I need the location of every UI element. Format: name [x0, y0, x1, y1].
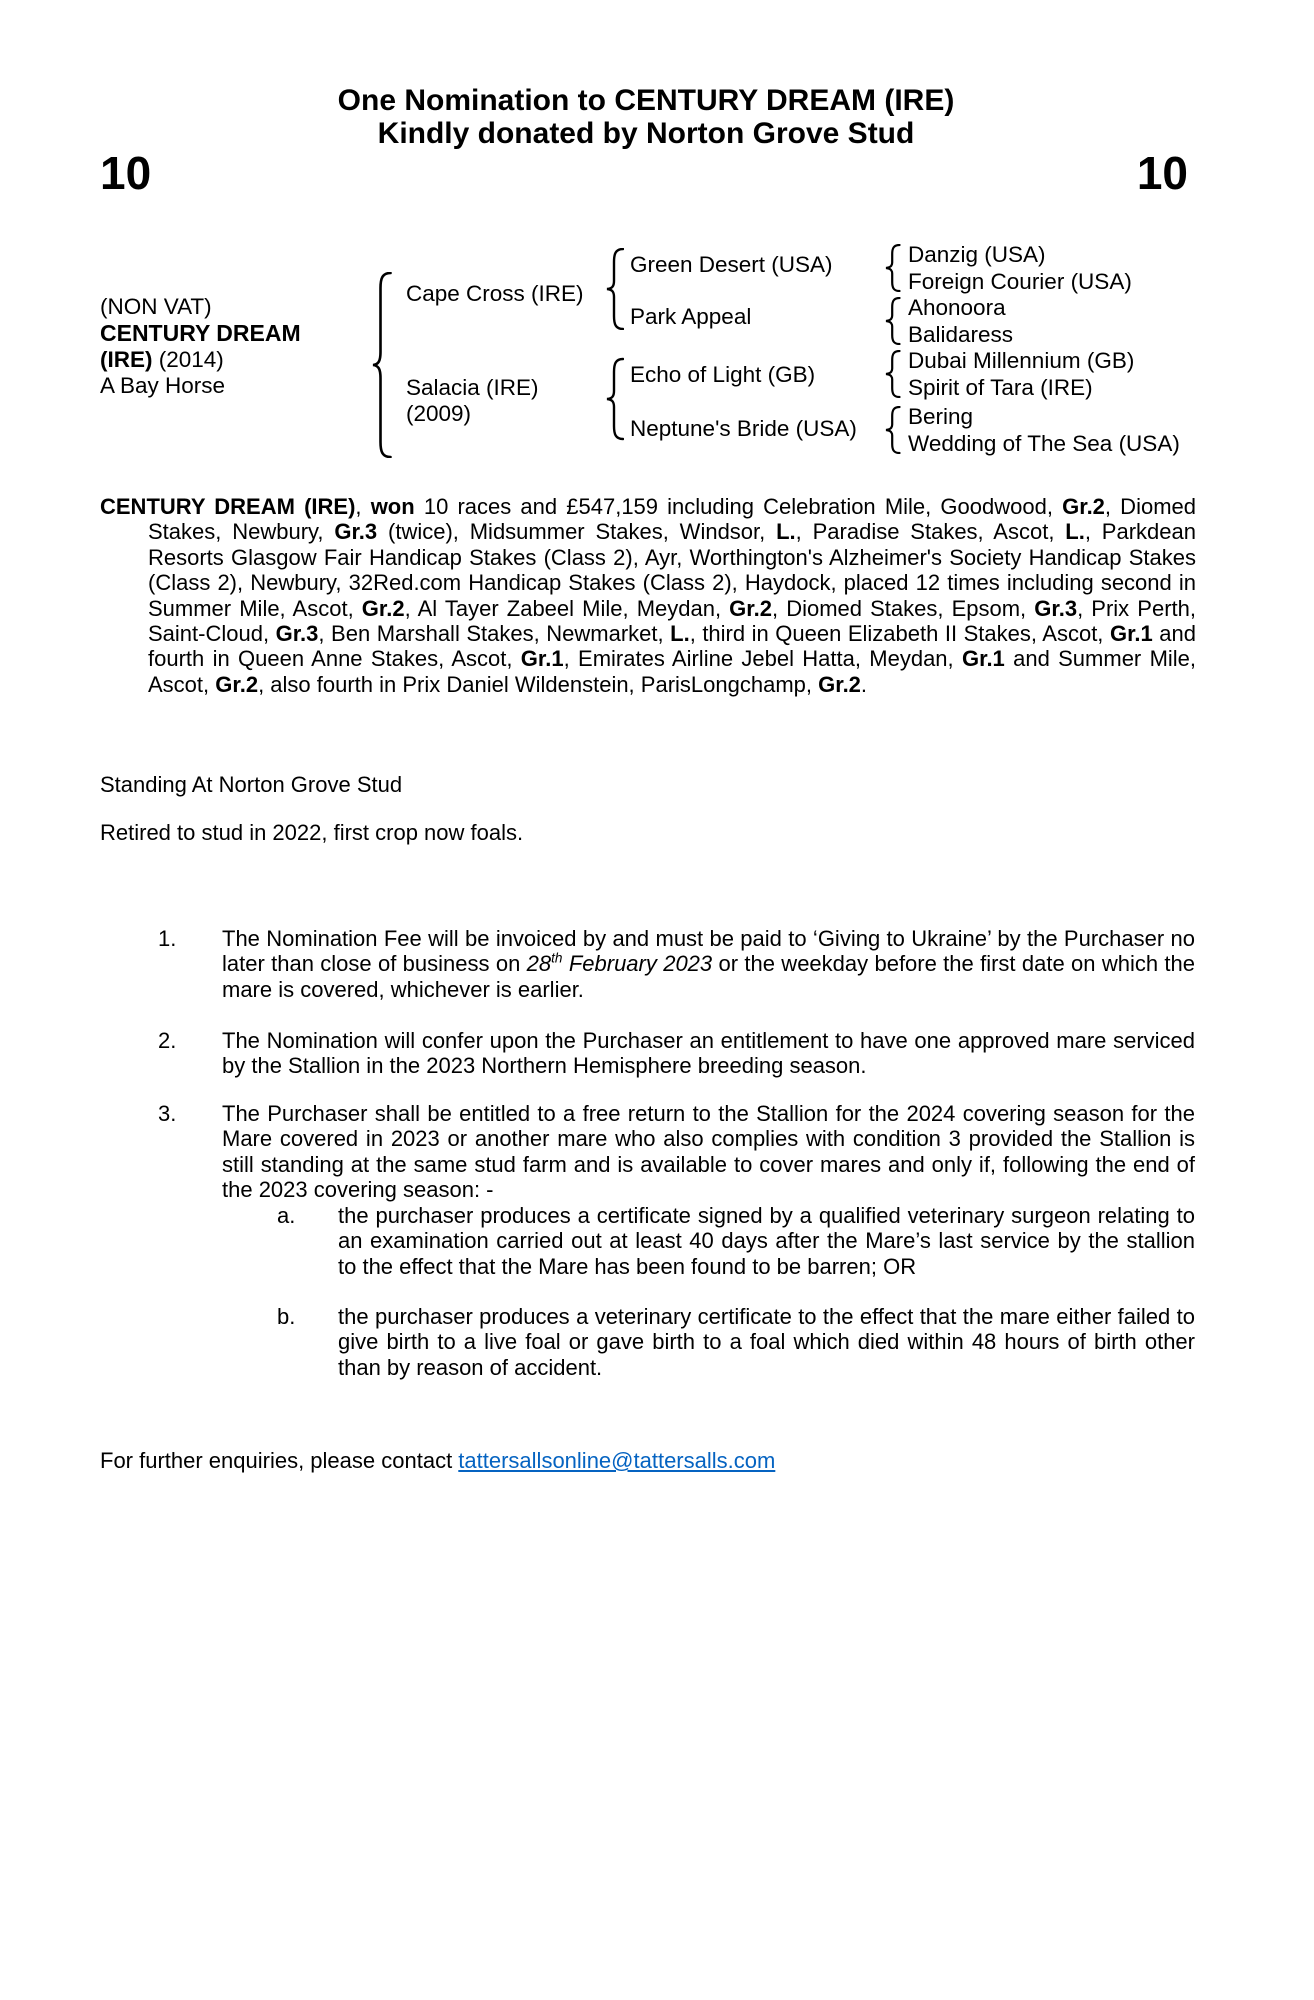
pedigree-brace-icon [884, 244, 901, 292]
page-title-line2: Kindly donated by Norton Grove Stud [377, 117, 915, 150]
pedigree-gen3-item: Echo of Light (GB) [630, 362, 816, 387]
pedigree-gen4-item: Foreign Courier (USA) [908, 268, 1132, 294]
pedigree-subject [100, 294, 301, 399]
pedigree-brace-icon [884, 297, 901, 345]
condition-number: 3. [158, 1101, 177, 1126]
subitem-letter: a. [277, 1203, 296, 1228]
subitem-text: the purchaser produces a veterinary certificate to the effect that the mare either failed to give birth to a live foal or gave birth to a foal which died within 48 hours of birth other than by reason of accident. [338, 1304, 1195, 1380]
condition-item-2 [158, 1028, 1195, 1079]
lot-number-left: 10 [100, 147, 152, 199]
subitem-text: the purchaser produces a certificate signed by a qualified veterinary surgeon relating to an examination carried out at least 40 days after the Mare’s last service by the stallion to the effect that the Mare has been found to be barren; OR [338, 1203, 1195, 1279]
lot-number-right: 10 [1136, 147, 1188, 199]
footer-contact-line: For further enquiries, please contact tattersallsonline@tattersalls.com [100, 1448, 776, 1473]
pedigree-brace-icon [884, 350, 901, 398]
pedigree-gen3-item: Park Appeal [630, 304, 752, 329]
page-title-line1: One Nomination to CENTURY DREAM (IRE) [337, 84, 955, 117]
pedigree-gen4-pair [908, 348, 1134, 401]
pedigree-gen4-item: Spirit of Tara (IRE) [908, 374, 1093, 400]
pedigree-dam-year: (2009) [406, 401, 472, 427]
standing-line: Standing At Norton Grove Stud [100, 772, 403, 797]
pedigree-gen4-item: Ahonoora [908, 295, 1006, 320]
horse-suffix: (IRE) [100, 346, 153, 372]
pedigree-gen4-item: Bering [908, 404, 974, 429]
pedigree-gen4-item: Danzig (USA) [908, 242, 1046, 267]
pedigree-gen4-item: Wedding of The Sea (USA) [908, 430, 1180, 456]
condition-text: The Nomination will confer upon the Purchaser an entitlement to have one approved mare serviced by the Stallion in the 2023 Northern Hemisphere breeding season. [222, 1028, 1195, 1079]
pedigree-gen4-item: Balidaress [908, 321, 1014, 347]
horse-description: A Bay Horse [100, 372, 226, 398]
email-link[interactable]: tattersallsonline@tattersalls.com [458, 1448, 776, 1473]
pedigree-sire: Cape Cross (IRE) [406, 281, 584, 306]
pedigree-brace-icon [372, 272, 392, 458]
condition-item-1 [158, 926, 1195, 1002]
pedigree-gen4-pair [908, 404, 1180, 457]
condition-number: 2. [158, 1028, 177, 1053]
horse-name: CENTURY DREAM [100, 320, 301, 347]
pedigree-gen4-pair [908, 242, 1132, 295]
pedigree-dam [406, 375, 539, 428]
pedigree-gen3-item: Neptune's Bride (USA) [630, 416, 857, 441]
pedigree-brace-icon [606, 356, 624, 442]
subitem-letter: b. [277, 1304, 296, 1329]
condition-item-3 [158, 1101, 1195, 1203]
condition-text: The Nomination Fee will be invoiced by and must be paid to ‘Giving to Ukraine’ by the Purchaser no later than close of business on 28th February 2023 or the weekday before the first date on which the mare is covered, whichever is earlier. [222, 926, 1196, 1002]
pedigree-gen4-item: Dubai Millennium (GB) [908, 348, 1135, 373]
horse-year: (2014) [152, 346, 224, 372]
horse-suffix-year [100, 347, 301, 373]
retired-line: Retired to stud in 2022, first crop now foals. [100, 820, 524, 845]
page-title [100, 84, 1192, 150]
condition-subitem-b [277, 1304, 1195, 1380]
pedigree-brace-icon [606, 248, 624, 330]
vat-note: (NON VAT) [100, 294, 212, 319]
condition-subitem-a [277, 1203, 1195, 1279]
pedigree-gen3-item: Green Desert (USA) [630, 252, 833, 277]
condition-number: 1. [158, 926, 177, 951]
pedigree-brace-icon [884, 406, 901, 454]
pedigree-dam-name: Salacia (IRE) [406, 375, 539, 400]
pedigree-gen4-pair [908, 295, 1013, 348]
race-record-paragraph: CENTURY DREAM (IRE), won 10 races and £547,159 including Celebration Mile, Goodwood, Gr.2, Diomed Stakes, Newbury, Gr.3 (twice), Midsummer Stakes, Windsor, L., Paradise Stakes, Ascot, L., Parkdean Resorts Glasgow Fair Handicap Stakes (Class 2), Ayr, Worthington's Alzheimer's Society Handicap Stakes (Class 2), Newbury, 32Red.com Handicap Stakes (Class 2), Haydock, placed 12 times including second in Summer Mile, Ascot, Gr.2, Al Tayer Zabeel Mile, Meydan, Gr.2, Diomed Stakes, Epsom, Gr.3, Prix Perth, Saint-Cloud, Gr.3, Ben Marshall Stakes, Newmarket, L., third in Queen Elizabeth II Stakes, Ascot, Gr.1 and fourth in Queen Anne Stakes, Ascot, Gr.1, Emirates Airline Jebel Hatta, Meydan, Gr.1 and Summer Mile, Ascot, Gr.2, also fourth in Prix Daniel Wildenstein, ParisLongchamp, Gr.2. [100, 494, 1197, 697]
condition-text: The Purchaser shall be entitled to a free return to the Stallion for the 2024 covering season for the Mare covered in 2023 or another mare who also complies with condition 3 provided the Stallion is still standing at the same stud farm and is available to cover mares and only if, following the end of the 2023 covering season: - [222, 1101, 1195, 1203]
